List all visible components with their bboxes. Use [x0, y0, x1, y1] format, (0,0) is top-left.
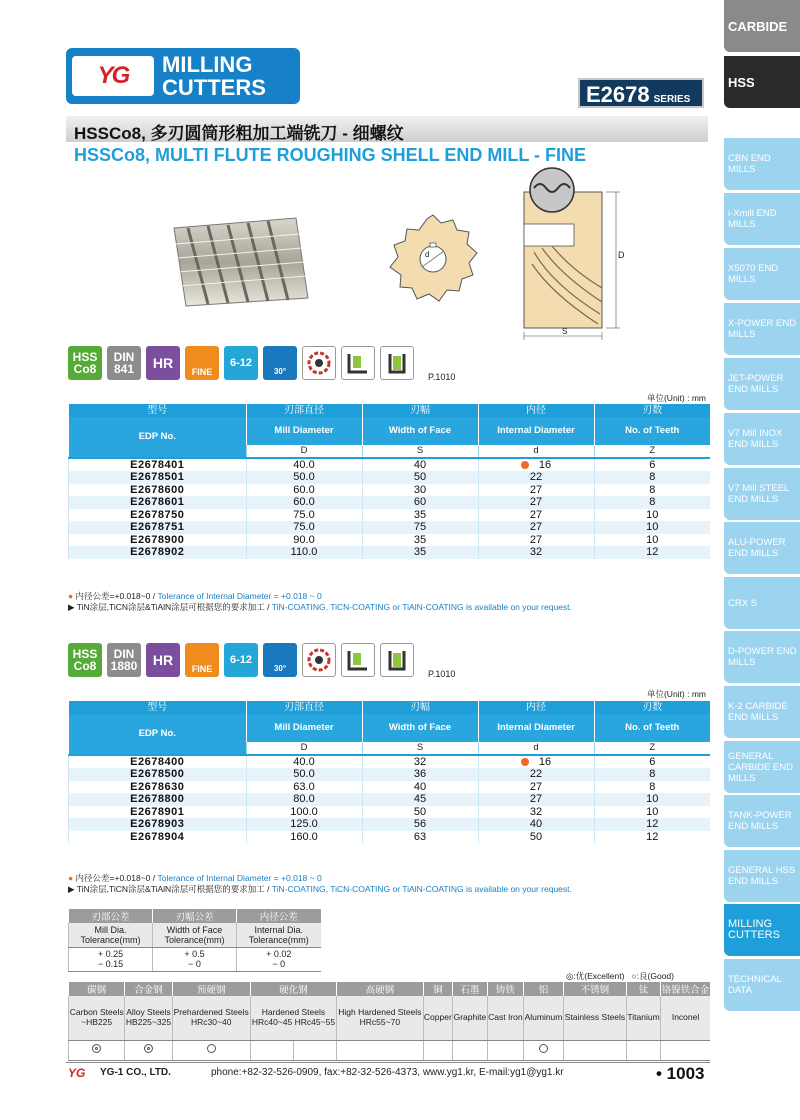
col-head-en: Width of Face	[362, 714, 478, 742]
excellent-rating-icon	[144, 1044, 153, 1053]
product-table-2	[68, 701, 710, 843]
col-head-cn: 内径	[478, 701, 594, 714]
flutes-icon: 6-12	[224, 346, 258, 380]
no-of-teeth: 12	[594, 818, 710, 831]
sidebar-tab[interactable]: V7 Mill STEEL END MILLS	[724, 468, 800, 520]
rating-cell	[626, 1040, 660, 1060]
fine-pitch-icon: FINE	[185, 346, 219, 380]
rating-cell	[293, 1040, 336, 1060]
material-suitability-table: 碳钢 合金钢 预硬钢 硬化钢 高硬钢 铜 石墨 铸铁 铝 不锈钢 钛 铬镍铁合金 Carbon Steels ~HB225 Alloy Steels HB225~325 Prehardened Steels HRc30~40 Hardened Steels HRc40~45 HRc45~55 High Hardened Steels HRc55~70 Copper Graphite Cast Iron Aluminum Stainless Steels Titanium Inconel	[68, 982, 710, 1061]
table-row	[69, 546, 711, 559]
no-of-teeth: 8	[594, 781, 710, 794]
internal-diameter: 16	[478, 458, 594, 471]
table-row	[69, 496, 711, 509]
no-of-teeth: 10	[594, 534, 710, 547]
page-title-cn: HSSCo8, 多刃圆筒形粗加工端铣刀 - 细螺纹	[74, 124, 404, 143]
col-head-cn: 刃幅	[362, 404, 478, 417]
internal-diameter: 16	[478, 755, 594, 768]
edp-no: E2678751	[69, 521, 247, 534]
mill-diameter: 75.0	[246, 509, 362, 522]
col-head-cn: 刃数	[594, 701, 710, 714]
table-row	[69, 818, 711, 831]
width-of-face: 50	[362, 806, 478, 819]
unit-label-1: 单位(Unit) : mm	[646, 393, 706, 403]
internal-diameter: 27	[478, 484, 594, 497]
col-head-en: EDP No.	[69, 714, 247, 755]
din-icon: DIN 841	[107, 346, 141, 380]
edp-no: E2678903	[69, 818, 247, 831]
tolerance-table: 刃部公差 刃幅公差 内径公差 Mill Dia. Tolerance(mm) Width of Face Tolerance(mm) Internal Dia. Tolerance(mm) + 0.25 − 0.15 + 0.5 − 0 + 0.02 − 0	[68, 909, 321, 972]
rating-cell	[487, 1040, 523, 1060]
col-head-cn: 刃部直径	[246, 701, 362, 714]
no-of-teeth: 8	[594, 484, 710, 497]
tolerance-note-1: ● 内径公差=+0.018~0 / Tolerance of Internal Diameter = +0.018 ~ 0	[68, 591, 322, 601]
brand-title: MILLING CUTTERS	[162, 52, 266, 100]
edp-no: E2678750	[69, 509, 247, 522]
label-S: S	[562, 327, 568, 336]
coating-note-1: ▶ TiN涂层,TiCN涂层&TiAlN涂层可根据您的要求加工 / TiN-COATING, TiCN-COATING or TiAlN-COATING is available on your request.	[68, 602, 572, 612]
mill-diameter: 40.0	[246, 458, 362, 471]
edp-no: E2678901	[69, 806, 247, 819]
sidebar-tab[interactable]: MILLING CUTTERS	[724, 904, 800, 956]
product-table-1	[68, 404, 710, 559]
coating-note-2: ▶ TiN涂层,TiCN涂层&TiAlN涂层可根据您的要求加工 / TiN-COATING, TiCN-COATING or TiAlN-COATING is available on your request.	[68, 884, 572, 894]
yg1-logo: YG	[72, 56, 154, 96]
width-of-face: 50	[362, 471, 478, 484]
good-rating-icon	[207, 1044, 216, 1053]
cutter-front-view	[386, 212, 480, 306]
mill-diameter: 110.0	[246, 546, 362, 559]
table-row	[69, 806, 711, 819]
edp-no: E2678902	[69, 546, 247, 559]
sidebar-tab[interactable]: X-POWER END MILLS	[724, 303, 800, 355]
edp-no: E2678630	[69, 781, 247, 794]
no-of-teeth: 6	[594, 458, 710, 471]
label-D: D	[618, 250, 625, 260]
tolerance-note-2: ● 内径公差=+0.018~0 / Tolerance of Internal Diameter = +0.018 ~ 0	[68, 873, 322, 883]
col-head-en: No. of Teeth	[594, 417, 710, 445]
good-rating-icon	[539, 1044, 548, 1053]
tolerance-marker-icon	[521, 758, 529, 766]
edp-no: E2678501	[69, 471, 247, 484]
cutter-profile-icon	[302, 346, 336, 380]
cutter-section-view	[512, 164, 636, 340]
rating-cell	[423, 1040, 453, 1060]
series-code: E2678	[586, 82, 650, 107]
cutter-photo	[168, 214, 314, 308]
edp-no: E2678904	[69, 831, 247, 844]
footer-contact: phone:+82-32-526-0909, fax:+82-32-526-4373, www.yg1.kr, E-mail:yg1@yg1.kr	[211, 1067, 564, 1078]
helix-angle-icon: 30°	[263, 643, 297, 677]
internal-diameter: 22	[478, 471, 594, 484]
sidebar-tab[interactable]: ALU-POWER END MILLS	[724, 522, 800, 574]
internal-diameter: 27	[478, 509, 594, 522]
mill-diameter: 60.0	[246, 484, 362, 497]
edp-no: E2678401	[69, 458, 247, 471]
col-head-symbol: D	[246, 742, 362, 755]
col-head-cn: 型号	[69, 701, 247, 714]
internal-diameter: 32	[478, 546, 594, 559]
mill-diameter: 50.0	[246, 471, 362, 484]
shoulder-milling-icon	[341, 643, 375, 677]
col-head-cn: 刃部直径	[246, 404, 362, 417]
no-of-teeth: 10	[594, 806, 710, 819]
width-of-face: 60	[362, 496, 478, 509]
table-row	[69, 831, 711, 844]
width-of-face: 45	[362, 793, 478, 806]
edp-no: E2678601	[69, 496, 247, 509]
mill-diameter: 40.0	[246, 755, 362, 768]
sidebar-tab[interactable]: K-2 CARBIDE END MILLS	[724, 686, 800, 738]
internal-diameter: 32	[478, 806, 594, 819]
rating-cell	[337, 1040, 423, 1060]
mill-diameter: 63.0	[246, 781, 362, 794]
page-reference-1: P.1010	[428, 372, 456, 382]
helix-angle-icon: 30°	[263, 346, 297, 380]
rating-cell	[453, 1040, 487, 1060]
rating-cell	[661, 1040, 710, 1060]
hss-co8-icon: HSS Co8	[68, 643, 102, 677]
col-head-en: Mill Diameter	[246, 417, 362, 445]
width-of-face: 63	[362, 831, 478, 844]
hr-icon: HR	[146, 346, 180, 380]
width-of-face: 35	[362, 509, 478, 522]
internal-diameter: 40	[478, 818, 594, 831]
internal-diameter: 27	[478, 793, 594, 806]
slotting-icon	[380, 346, 414, 380]
col-head-cn: 内径	[478, 404, 594, 417]
sidebar-tab[interactable]: GENERAL CARBIDE END MILLS	[724, 741, 800, 793]
mill-diameter: 160.0	[246, 831, 362, 844]
no-of-teeth: 10	[594, 793, 710, 806]
table-row	[69, 793, 711, 806]
table-row	[69, 458, 711, 471]
width-of-face: 32	[362, 755, 478, 768]
hr-icon: HR	[146, 643, 180, 677]
mill-diameter: 90.0	[246, 534, 362, 547]
internal-diameter: 27	[478, 521, 594, 534]
sidebar-tab[interactable]: V7 Mill INOX END MILLS	[724, 413, 800, 465]
width-of-face: 40	[362, 458, 478, 471]
sidebar-tab[interactable]: TECHNICAL DATA	[724, 959, 800, 1011]
table-row	[69, 768, 711, 781]
cutter-profile-icon	[302, 643, 336, 677]
flutes-icon: 6-12	[224, 643, 258, 677]
col-head-cn: 型号	[69, 404, 247, 417]
internal-diameter: 27	[478, 781, 594, 794]
sidebar-tab[interactable]: CBN END MILLS	[724, 138, 800, 190]
no-of-teeth: 12	[594, 831, 710, 844]
width-of-face: 36	[362, 768, 478, 781]
col-head-symbol: Z	[594, 742, 710, 755]
width-of-face: 30	[362, 484, 478, 497]
no-of-teeth: 10	[594, 521, 710, 534]
fine-pitch-icon: FINE	[185, 643, 219, 677]
col-head-en: EDP No.	[69, 417, 247, 458]
table-row	[69, 484, 711, 497]
tolerance-marker-icon	[521, 461, 529, 469]
sidebar-tab[interactable]: HSS	[724, 56, 800, 108]
spec-icons-1	[68, 346, 414, 380]
footer-logo: YG	[68, 1066, 86, 1080]
shoulder-milling-icon	[341, 346, 375, 380]
edp-no: E2678400	[69, 755, 247, 768]
series-word: SERIES	[653, 94, 691, 105]
mill-diameter: 125.0	[246, 818, 362, 831]
no-of-teeth: 6	[594, 755, 710, 768]
material-rating-row	[69, 1040, 711, 1060]
edp-no: E2678900	[69, 534, 247, 547]
rating-legend: ◎:优(Excellent) ○:良(Good)	[566, 971, 674, 981]
rating-cell	[172, 1040, 250, 1060]
sidebar-tab[interactable]: TANK-POWER END MILLS	[724, 795, 800, 847]
no-of-teeth: 10	[594, 509, 710, 522]
rating-cell	[69, 1040, 125, 1060]
internal-diameter: 27	[478, 496, 594, 509]
sidebar-tab[interactable]: i-Xmill END MILLS	[724, 193, 800, 245]
width-of-face: 40	[362, 781, 478, 794]
page-title-en: HSSCo8, MULTI FLUTE ROUGHING SHELL END MILL - FINE	[74, 145, 586, 165]
hss-co8-icon: HSS Co8	[68, 346, 102, 380]
no-of-teeth: 12	[594, 546, 710, 559]
excellent-rating-icon	[92, 1044, 101, 1053]
edp-no: E2678800	[69, 793, 247, 806]
col-head-symbol: d	[478, 445, 594, 458]
mill-diameter: 100.0	[246, 806, 362, 819]
table-row	[69, 755, 711, 768]
table-row	[69, 471, 711, 484]
footer-divider	[66, 1062, 710, 1063]
mill-diameter: 60.0	[246, 496, 362, 509]
mill-diameter: 75.0	[246, 521, 362, 534]
mill-diameter: 80.0	[246, 793, 362, 806]
series-badge	[578, 78, 704, 108]
din-icon: DIN 1880	[107, 643, 141, 677]
col-head-symbol: D	[246, 445, 362, 458]
internal-diameter: 22	[478, 768, 594, 781]
label-d: d	[425, 250, 430, 259]
sidebar-tab[interactable]: CRX S	[724, 577, 800, 629]
page-number: • 1003	[656, 1064, 705, 1083]
internal-diameter: 50	[478, 831, 594, 844]
brand-header	[66, 48, 300, 104]
unit-label-2: 单位(Unit) : mm	[646, 689, 706, 699]
sidebar-tab[interactable]: GENERAL HSS END MILLS	[724, 850, 800, 902]
col-head-cn: 刃幅	[362, 701, 478, 714]
col-head-symbol: S	[362, 445, 478, 458]
sidebar-tab[interactable]: CARBIDE	[724, 0, 800, 52]
col-head-symbol: S	[362, 742, 478, 755]
table-row	[69, 534, 711, 547]
col-head-en: Width of Face	[362, 417, 478, 445]
page-reference-2: P.1010	[428, 669, 456, 679]
table-row	[69, 521, 711, 534]
table-row	[69, 781, 711, 794]
width-of-face: 35	[362, 546, 478, 559]
table-row	[69, 509, 711, 522]
col-head-en: Mill Diameter	[246, 714, 362, 742]
width-of-face: 56	[362, 818, 478, 831]
internal-diameter: 27	[478, 534, 594, 547]
no-of-teeth: 8	[594, 496, 710, 509]
col-head-en: Internal Diameter	[478, 714, 594, 742]
col-head-cn: 刃数	[594, 404, 710, 417]
rating-cell	[524, 1040, 564, 1060]
no-of-teeth: 8	[594, 768, 710, 781]
sidebar-tab[interactable]: JET-POWER END MILLS	[724, 358, 800, 410]
rating-cell	[563, 1040, 626, 1060]
col-head-symbol: d	[478, 742, 594, 755]
no-of-teeth: 8	[594, 471, 710, 484]
rating-cell	[250, 1040, 293, 1060]
col-head-symbol: Z	[594, 445, 710, 458]
slotting-icon	[380, 643, 414, 677]
width-of-face: 35	[362, 534, 478, 547]
spec-icons-2	[68, 643, 414, 677]
sidebar-tab[interactable]: D-POWER END MILLS	[724, 631, 800, 683]
sidebar-tab[interactable]: X5070 END MILLS	[724, 248, 800, 300]
rating-cell	[125, 1040, 172, 1060]
width-of-face: 75	[362, 521, 478, 534]
col-head-en: No. of Teeth	[594, 714, 710, 742]
mill-diameter: 50.0	[246, 768, 362, 781]
edp-no: E2678500	[69, 768, 247, 781]
footer-company: YG-1 CO., LTD.	[100, 1067, 171, 1078]
edp-no: E2678600	[69, 484, 247, 497]
col-head-en: Internal Diameter	[478, 417, 594, 445]
